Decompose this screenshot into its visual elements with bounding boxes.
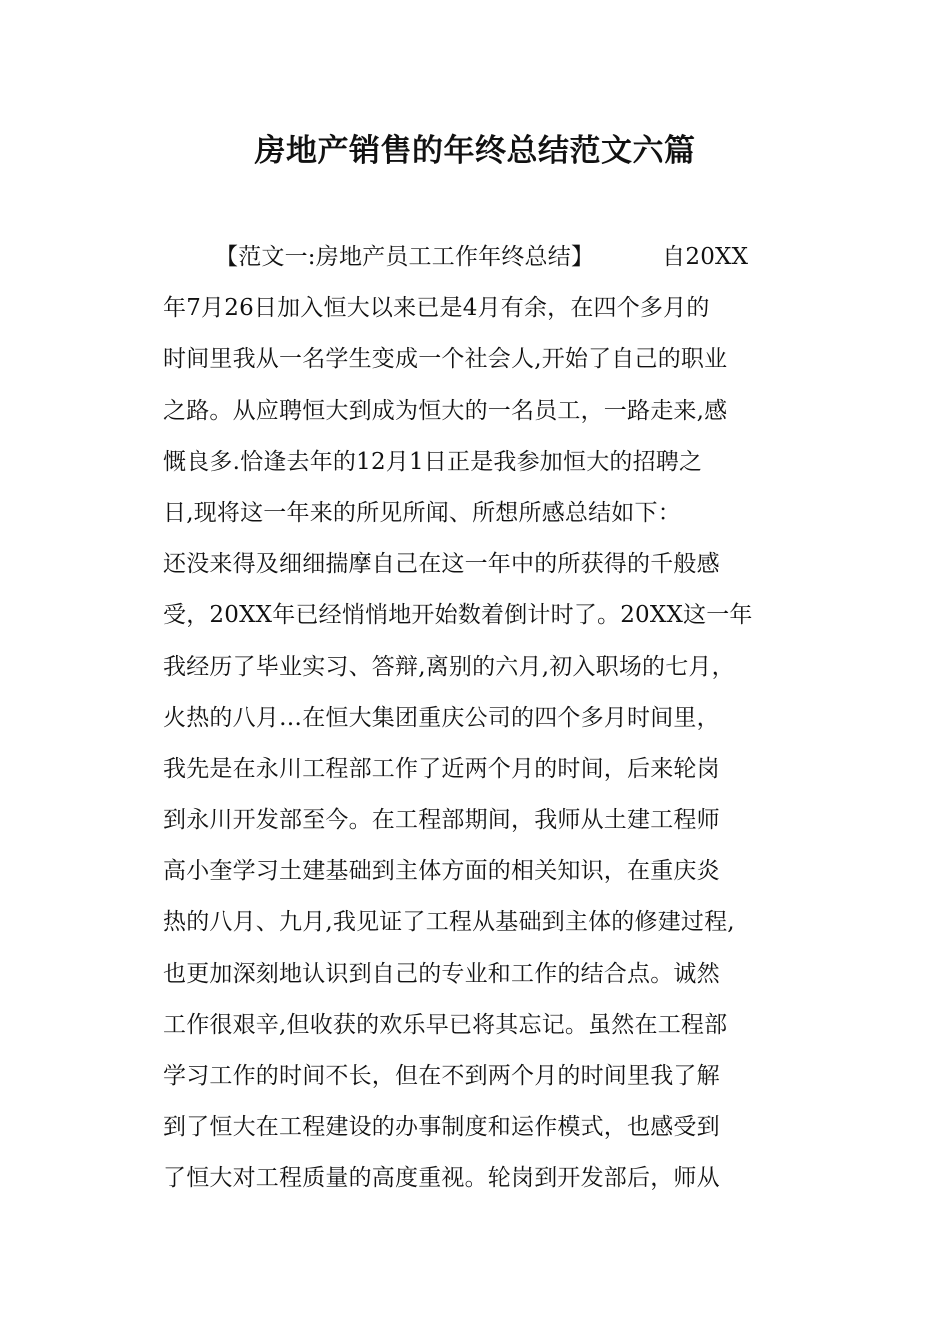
body-line-18: 到了恒大在工程建设的办事制度和运作模式，也感受到 [163, 1114, 720, 1141]
document-body [163, 232, 803, 1205]
first-line-tail: 自20XX [662, 244, 749, 270]
body-line-1 [163, 232, 803, 283]
body-line-7: 还没来得及细细揣摩自己在这一年中的所获得的千般感 [163, 551, 720, 578]
body-line-9: 我经历了毕业实习、答辩,离别的六月,初入职场的七月， [163, 653, 735, 680]
section-heading: 【范文一:房地产员工工作年终总结】 [215, 244, 595, 270]
body-line-16: 工作很艰辛,但收获的欢乐早已将其忘记。虽然在工程部 [163, 1011, 728, 1038]
body-line-6: 日,现将这一年来的所见所闻、所想所感总结如下： [163, 499, 681, 526]
body-line-2: 年7月26日加入恒大以来已是4月有余，在四个多月的 [163, 295, 710, 322]
document-title: 房地产销售的年终总结范文六篇 [254, 133, 696, 169]
body-line-8: 受，20XX年已经悄悄地开始数着倒计时了。20XX这一年 [163, 602, 753, 629]
body-line-19: 了恒大对工程质量的高度重视。轮岗到开发部后，师从 [163, 1165, 720, 1192]
body-line-4: 之路。从应聘恒大到成为恒大的一名员工，一路走来,感 [163, 397, 728, 424]
body-line-12: 到永川开发部至今。在工程部期间，我师从土建工程师 [163, 807, 720, 834]
body-line-17: 学习工作的时间不长，但在不到两个月的时间里我了解 [163, 1063, 720, 1089]
body-line-14: 热的八月、九月,我见证了工程从基础到主体的修建过程, [163, 909, 735, 936]
body-line-15: 也更加深刻地认识到自己的专业和工作的结合点。诚然 [163, 960, 720, 987]
body-line-11: 我先是在永川工程部工作了近两个月的时间，后来轮岗 [163, 755, 720, 782]
body-line-3: 时间里我从一名学生变成一个社会人,开始了自己的职业 [163, 346, 728, 373]
body-line-13: 高小奎学习土建基础到主体方面的相关知识，在重庆炎 [163, 858, 720, 885]
body-line-10: 火热的八月…在恒大集团重庆公司的四个多月时间里， [163, 704, 720, 731]
body-line-5: 慨良多.恰逢去年的12月1日正是我参加恒大的招聘之 [163, 448, 703, 475]
